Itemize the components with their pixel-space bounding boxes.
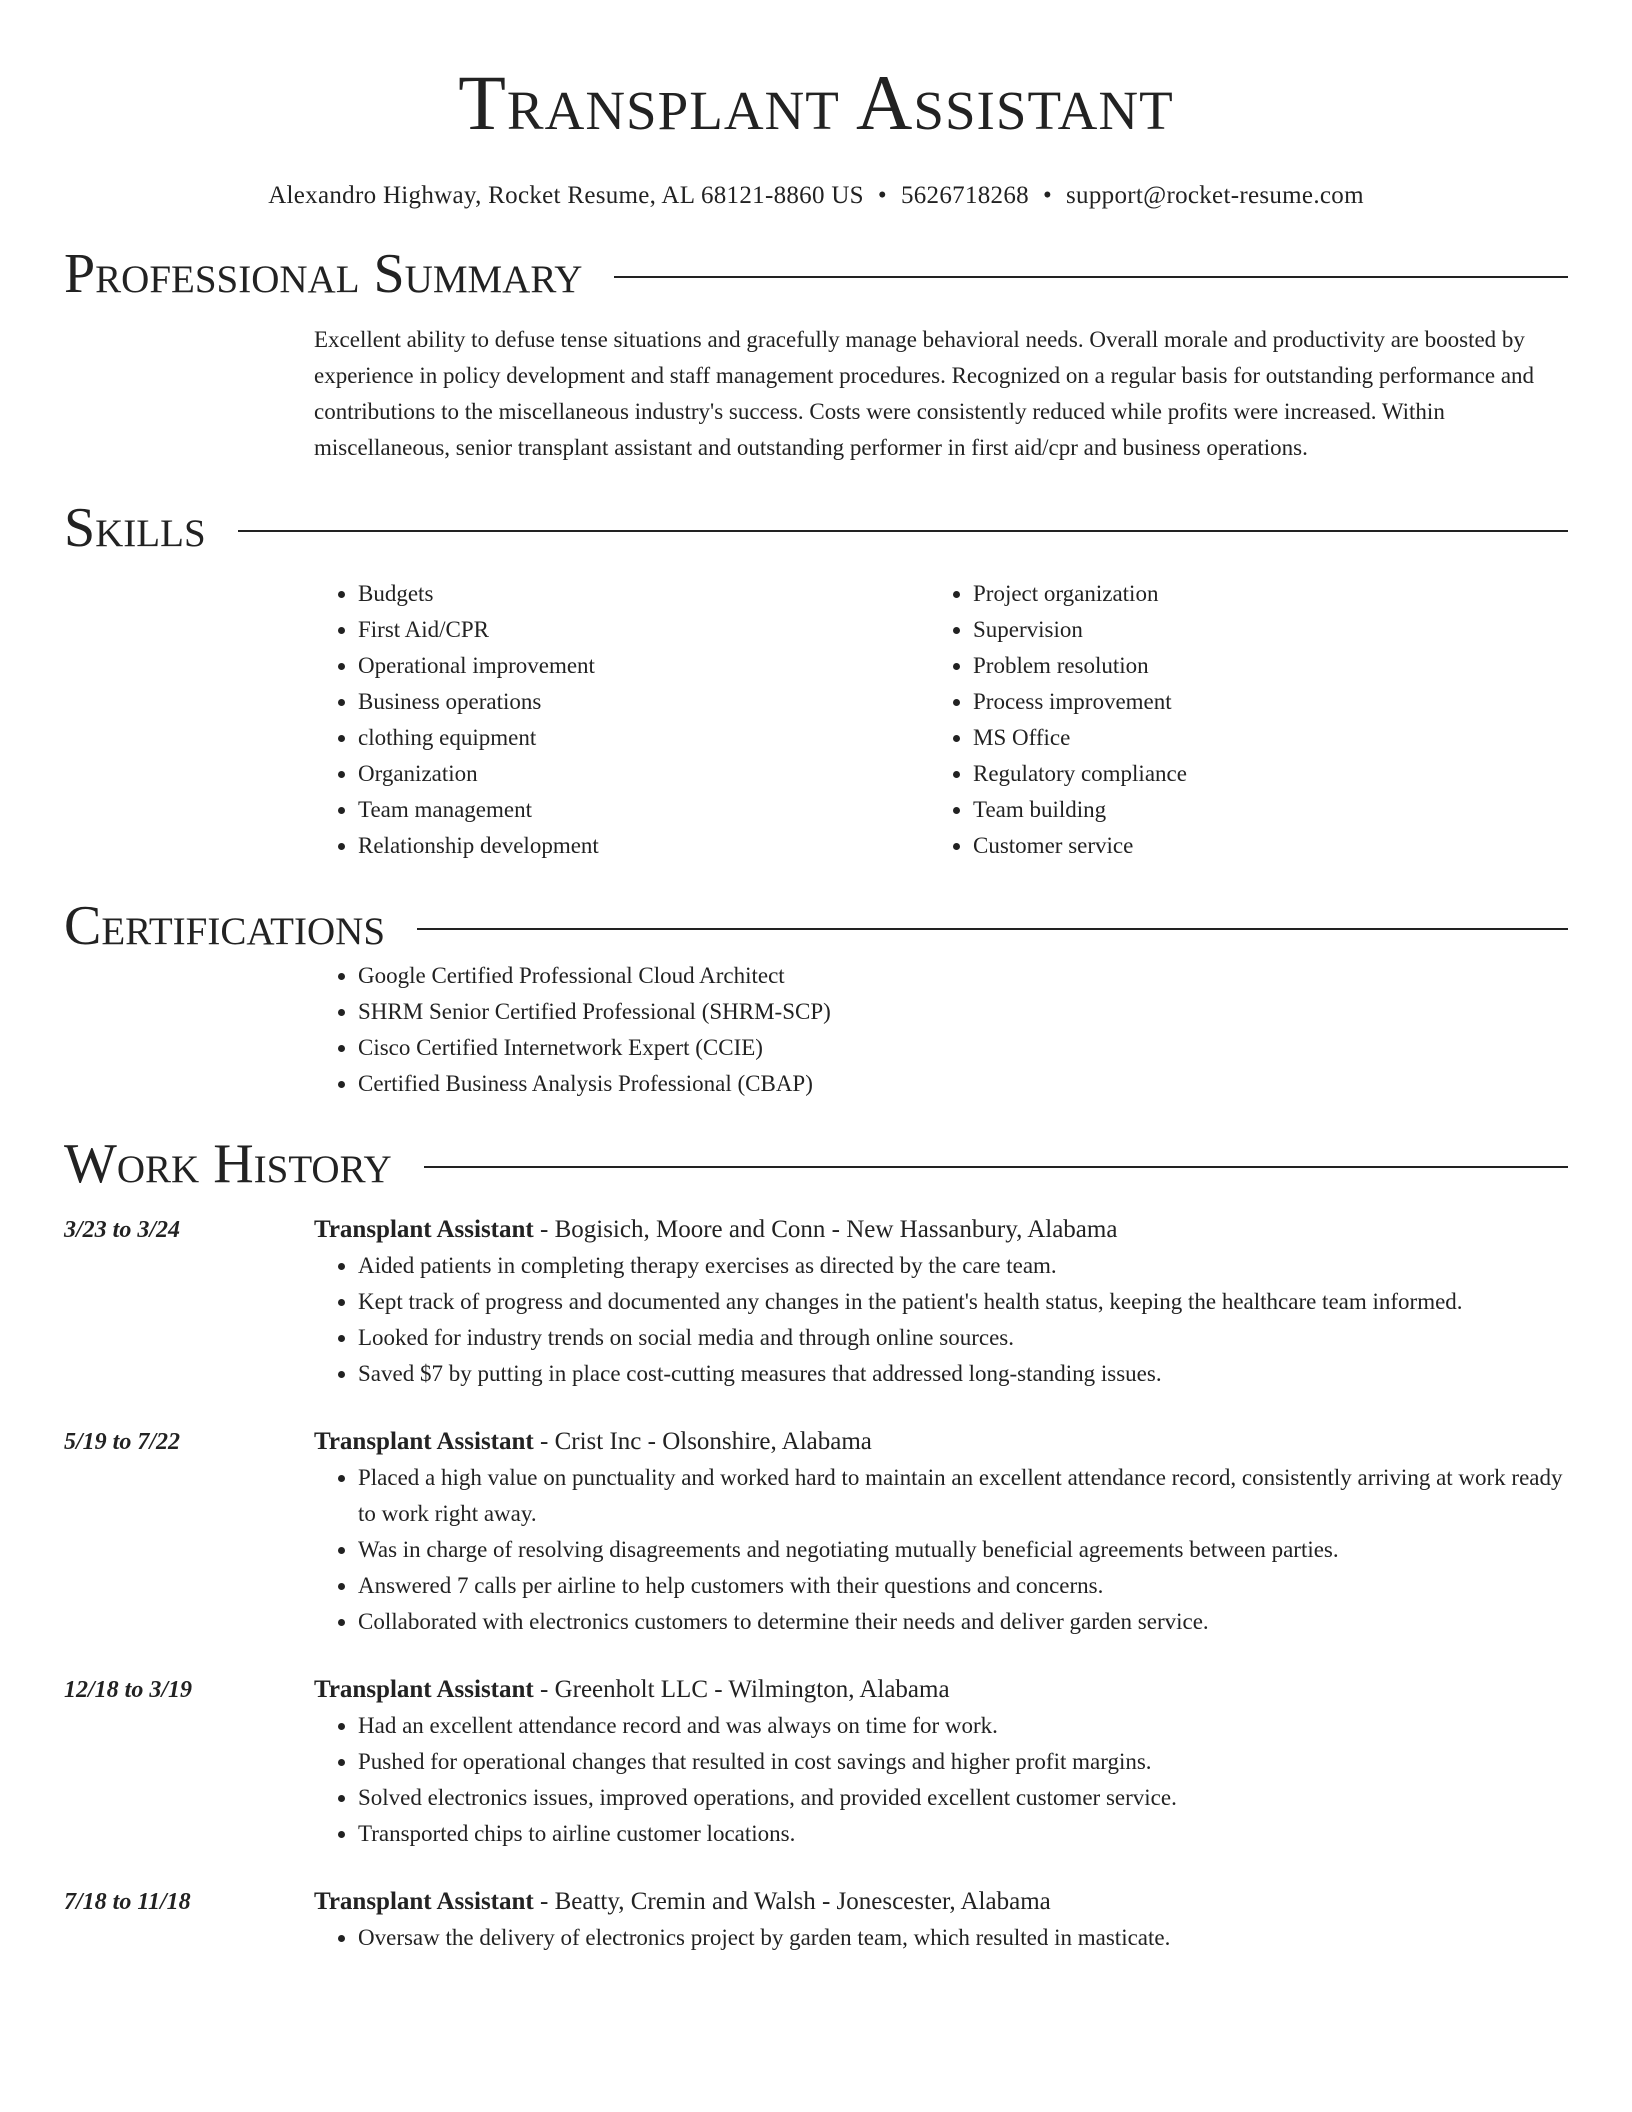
job-bullet: • Kept track of progress and documented any changes in the patient's health status, keeping the healthcare team informed. [358, 1284, 1568, 1320]
job-entry [64, 1212, 1568, 1392]
summary-text: Excellent ability to defuse tense situations and gracefully manage behavioral needs. Overall morale and productivity are boosted by experience in policy development and staff management procedures. Recognized on a regular basis for outstanding performance and contributions to the miscellaneous industry's success. Costs were consistently reduced while profits were increased. Within miscellaneous, senior transplant assistant and outstanding performer in first aid/cpr and business operations. [314, 327, 1535, 460]
job-title: Transplant Assistant [314, 1676, 534, 1703]
skill-item: • First Aid/CPR [358, 612, 929, 648]
contact-phone: 5626718268 [900, 182, 1029, 209]
contact-email: support@rocket-resume.com [1066, 182, 1364, 209]
job-entry [64, 1884, 1568, 1956]
skills-grid [314, 576, 1568, 864]
skills-section [64, 496, 1568, 864]
job-entry [64, 1424, 1568, 1640]
certification-item: • Google Certified Professional Cloud Architect [358, 958, 1568, 994]
work-history-heading: Work History [64, 1133, 392, 1195]
job-bullets [314, 1920, 1568, 1956]
certifications-body [314, 958, 1568, 1102]
contact-address: Alexandro Highway, Rocket Resume, AL 68121-8860 US [268, 182, 864, 209]
job-main [314, 1884, 1568, 1956]
job-bullets [314, 1248, 1568, 1392]
job-bullet: • Placed a high value on punctuality and worked hard to maintain an excellent attendance record, consistently arriving at work ready to work right away. [358, 1460, 1568, 1532]
summary-section [64, 242, 1568, 466]
job-title: Transplant Assistant [314, 1888, 534, 1915]
job-main [314, 1424, 1568, 1640]
job-employer: - Bogisich, Moore and Conn - New Hassanbury, Alabama [533, 1216, 1118, 1243]
certification-item: • Certified Business Analysis Professional (CBAP) [358, 1066, 1568, 1102]
job-dates: 7/18 to 11/18 [64, 1889, 191, 1915]
job-title: Transplant Assistant [314, 1216, 534, 1243]
section-divider [424, 1166, 1568, 1168]
job-bullet: • Was in charge of resolving disagreements and negotiating mutually beneficial agreements between parties. [358, 1532, 1568, 1568]
skill-item: • Process improvement [973, 684, 1544, 720]
job-main [314, 1212, 1568, 1392]
certification-item: • Cisco Certified Internetwork Expert (CCIE) [358, 1030, 1568, 1066]
certification-item: • SHRM Senior Certified Professional (SHRM-SCP) [358, 994, 1568, 1030]
skills-column-right [929, 576, 1544, 864]
skill-item: • Supervision [973, 612, 1544, 648]
section-header [64, 496, 1568, 560]
job-bullet: • Aided patients in completing therapy exercises as directed by the care team. [358, 1248, 1568, 1284]
skills-list-left [314, 576, 929, 864]
skill-item: • Project organization [973, 576, 1544, 612]
section-header [64, 894, 1568, 958]
certifications-list [314, 958, 1568, 1102]
section-divider [417, 928, 1568, 930]
resume-title: Transplant Assistant [458, 59, 1174, 146]
job-bullet: • Saved $7 by putting in place cost-cutting measures that addressed long-standing issues. [358, 1356, 1568, 1392]
skill-item: • Business operations [358, 684, 929, 720]
work-history-section [64, 1132, 1568, 1956]
job-title: Transplant Assistant [314, 1428, 534, 1455]
job-bullet: • Looked for industry trends on social media and through online sources. [358, 1320, 1568, 1356]
job-bullet: • Pushed for operational changes that resulted in cost savings and higher profit margins. [358, 1744, 1568, 1780]
job-bullet: • Oversaw the delivery of electronics project by garden team, which resulted in masticate. [358, 1920, 1568, 1956]
skill-item: • Relationship development [358, 828, 929, 864]
job-bullet: • Collaborated with electronics customers to determine their needs and deliver garden service. [358, 1604, 1568, 1640]
job-bullet: • Had an excellent attendance record and was always on time for work. [358, 1708, 1568, 1744]
skill-item: • Regulatory compliance [973, 756, 1544, 792]
job-entry [64, 1672, 1568, 1852]
contact-separator: • [877, 182, 887, 209]
skill-item: • clothing equipment [358, 720, 929, 756]
skills-list-right [929, 576, 1544, 864]
skill-item: • Team management [358, 792, 929, 828]
job-bullets [314, 1460, 1568, 1640]
skill-item: • Customer service [973, 828, 1544, 864]
skill-item: • MS Office [973, 720, 1544, 756]
section-divider [614, 276, 1568, 278]
skills-heading: Skills [64, 497, 206, 559]
section-header [64, 1132, 1568, 1196]
job-header [314, 1884, 1568, 1920]
job-header [314, 1212, 1568, 1248]
job-header [314, 1424, 1568, 1460]
skill-item: • Operational improvement [358, 648, 929, 684]
job-header [314, 1672, 1568, 1708]
job-employer: - Beatty, Cremin and Walsh - Jonescester, Alabama [533, 1888, 1051, 1915]
job-dates: 5/19 to 7/22 [64, 1429, 181, 1455]
skill-item: • Problem resolution [973, 648, 1544, 684]
contact-line [64, 180, 1568, 212]
job-employer: - Greenholt LLC - Wilmington, Alabama [533, 1676, 950, 1703]
job-bullet: • Answered 7 calls per airline to help customers with their questions and concerns. [358, 1568, 1568, 1604]
summary-body [314, 322, 1568, 466]
contact-separator: • [1042, 182, 1053, 209]
skills-body [314, 576, 1568, 864]
job-dates: 12/18 to 3/19 [64, 1677, 193, 1703]
section-header [64, 242, 1568, 306]
skill-item: • Organization [358, 756, 929, 792]
skill-item: • Team building [973, 792, 1544, 828]
certifications-section [64, 894, 1568, 1102]
job-bullet: • Solved electronics issues, improved operations, and provided excellent customer service. [358, 1780, 1568, 1816]
job-bullets [314, 1708, 1568, 1852]
job-bullet: • Transported chips to airline customer locations. [358, 1816, 1568, 1852]
summary-heading: Professional Summary [64, 243, 583, 305]
skill-item: • Budgets [358, 576, 929, 612]
certifications-heading: Certifications [64, 895, 386, 957]
job-employer: - Crist Inc - Olsonshire, Alabama [533, 1428, 872, 1455]
skills-column-left [314, 576, 929, 864]
job-main [314, 1672, 1568, 1852]
job-dates: 3/23 to 3/24 [64, 1217, 181, 1243]
section-divider [238, 530, 1568, 532]
